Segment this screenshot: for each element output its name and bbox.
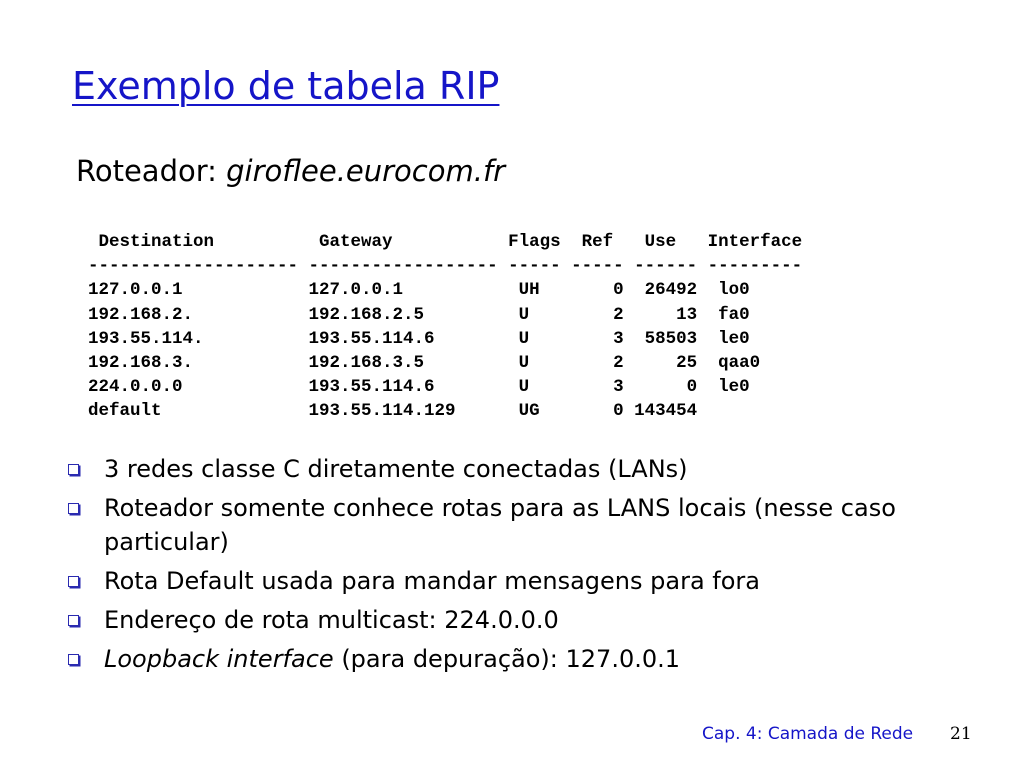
bullet-text: 3 redes classe C diretamente conectadas (LANs) xyxy=(104,455,688,483)
checkbox-bullet-icon xyxy=(68,503,79,514)
bullet-text: (para depuração): 127.0.0.1 xyxy=(333,645,681,673)
bullet-item xyxy=(68,603,948,637)
bullet-item xyxy=(68,491,948,559)
bullet-italic-text: Loopback interface xyxy=(104,645,334,673)
bullet-item xyxy=(68,452,948,486)
table-row: 192.168.3. 192.168.3.5 U 2 25 qaa0 xyxy=(88,353,761,374)
bullet-item xyxy=(68,564,948,598)
table-separator: -------------------- ------------------ ----- ----- ------ --------- xyxy=(88,256,803,277)
table-row: 127.0.0.1 127.0.0.1 UH 0 26492 lo0 xyxy=(88,280,750,301)
checkbox-bullet-icon xyxy=(68,576,79,587)
bullet-list xyxy=(68,452,948,681)
router-line xyxy=(76,154,505,188)
bullet-text: Endereço de rota multicast: 224.0.0.0 xyxy=(104,606,559,634)
router-hostname: giroflee.eurocom.fr xyxy=(226,154,506,188)
checkbox-bullet-icon xyxy=(68,615,79,626)
bullet-item xyxy=(68,642,948,676)
table-row: 224.0.0.0 193.55.114.6 U 3 0 le0 xyxy=(88,377,750,398)
slide-title: Exemplo de tabela RIP xyxy=(72,64,500,108)
footer-chapter-label: Cap. 4: Camada de Rede xyxy=(702,724,914,744)
rip-routing-table xyxy=(88,230,802,424)
table-row: 193.55.114. 193.55.114.6 U 3 58503 le0 xyxy=(88,328,750,349)
table-row: default 193.55.114.129 UG 0 143454 xyxy=(88,401,698,422)
checkbox-bullet-icon xyxy=(68,464,79,475)
checkbox-bullet-icon xyxy=(68,654,79,665)
router-label: Roteador: xyxy=(76,154,227,188)
bullet-text: Rota Default usada para mandar mensagens para fora xyxy=(104,567,760,595)
bullet-text: Roteador somente conhece rotas para as LANS locais (nesse caso particular) xyxy=(104,494,896,556)
page-number: 21 xyxy=(950,724,972,744)
table-header: Destination Gateway Flags Ref Use Interface xyxy=(88,232,803,252)
table-row: 192.168.2. 192.168.2.5 U 2 13 fa0 xyxy=(88,304,750,325)
